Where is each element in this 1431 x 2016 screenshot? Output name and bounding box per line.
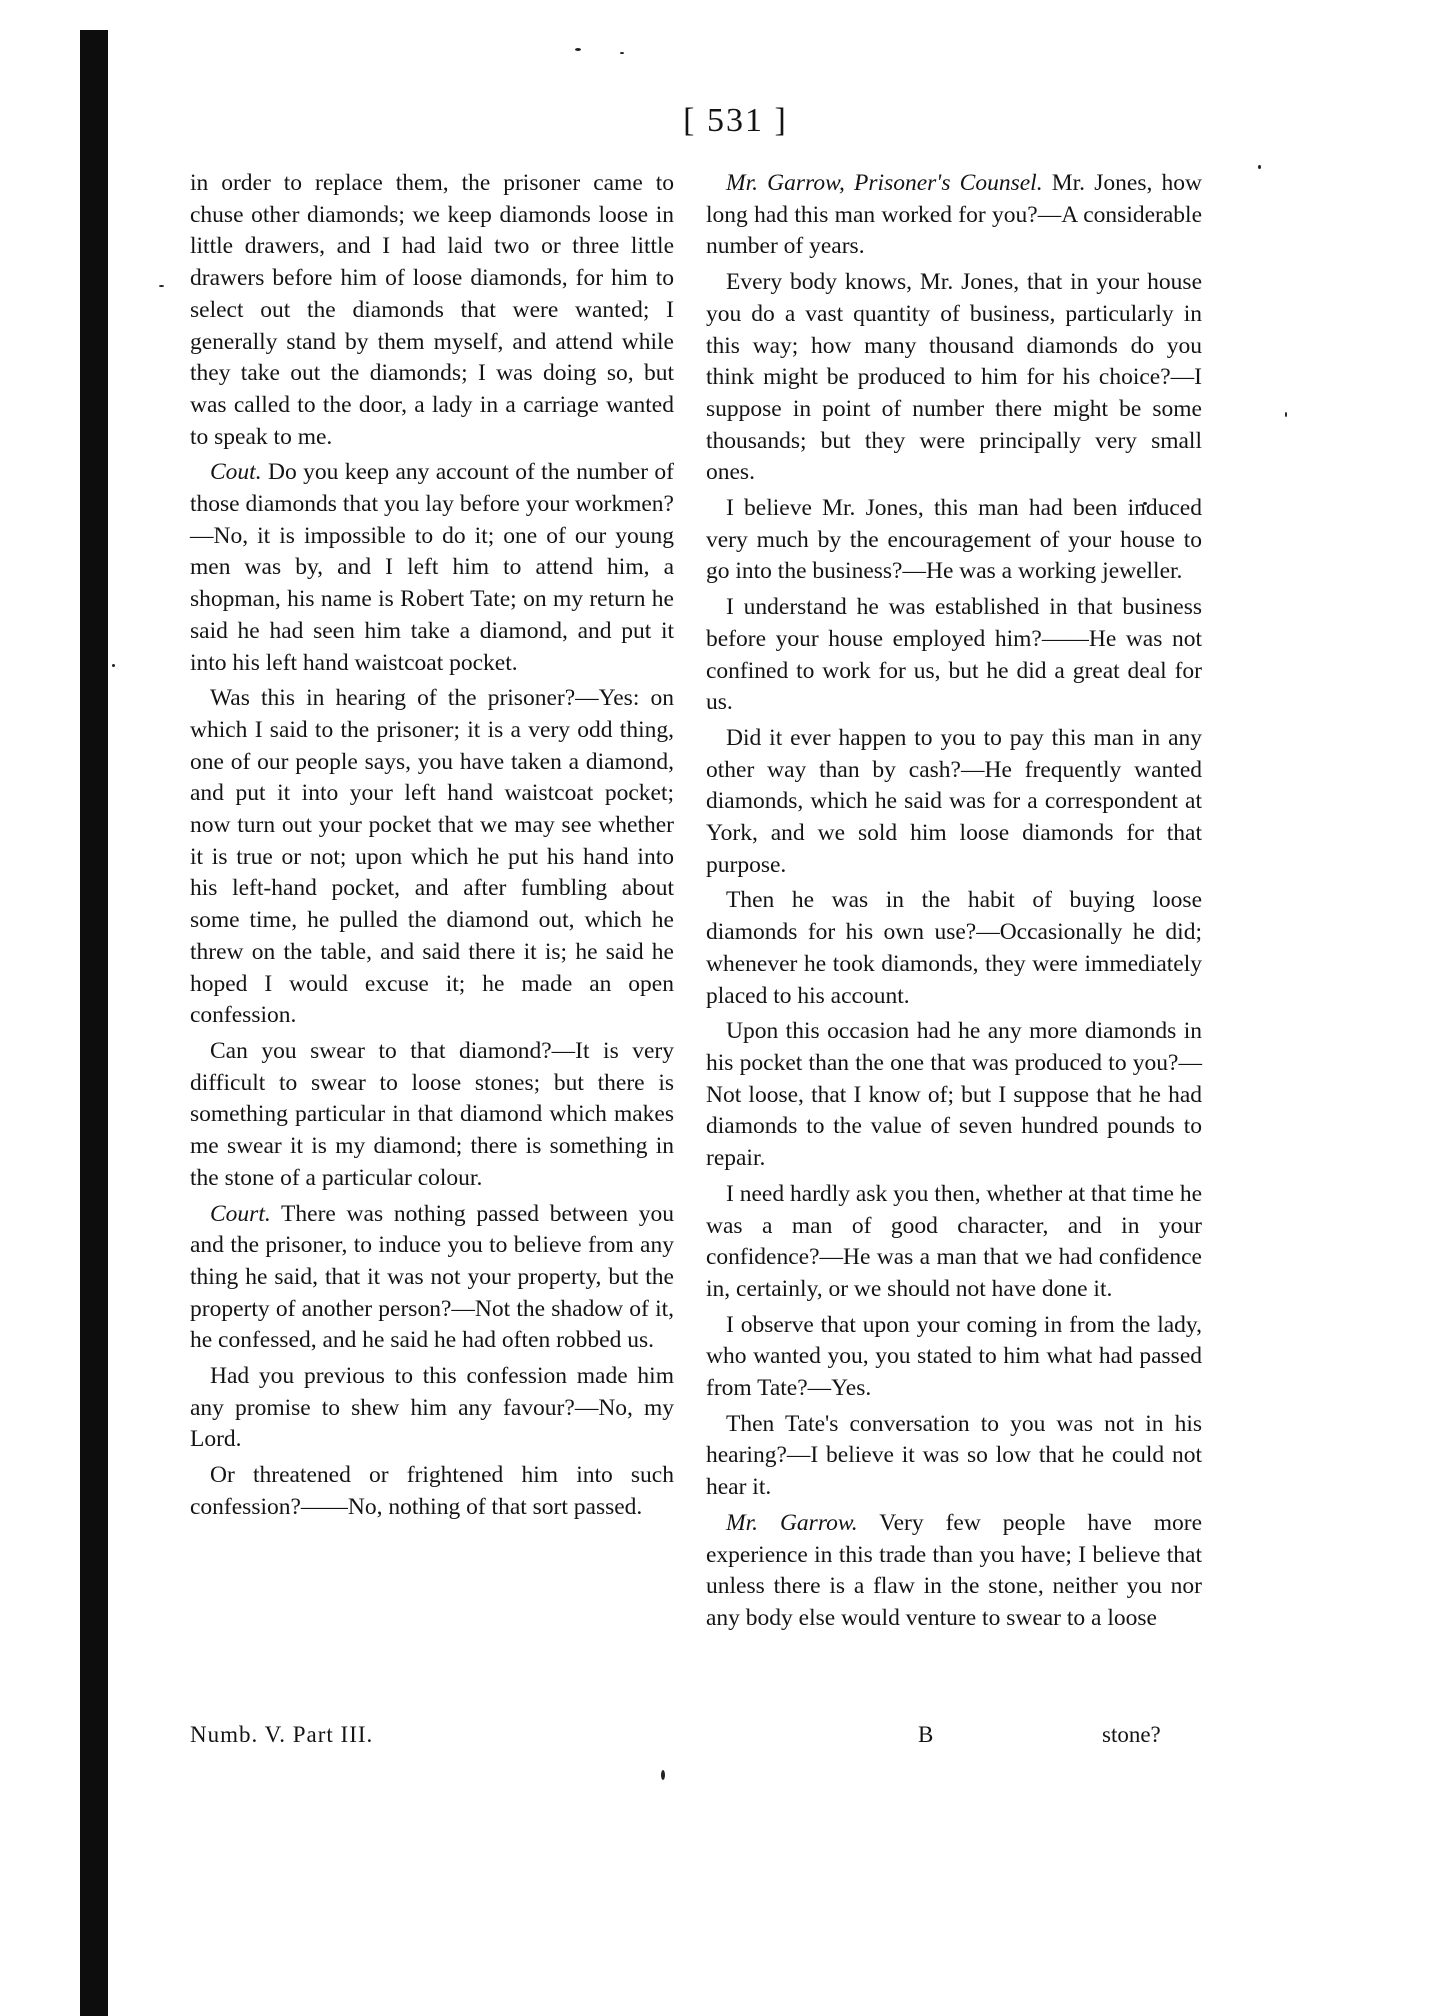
paragraph: Then Tate's conversation to you was not in his hearing?—I believe it was so low that he could not hear it. [706, 1410, 1202, 1501]
paragraph: Mr. Garrow. Very few people have more experience in this trade than you have; I believe that unless there is a flaw in the stone, neither you nor any body else would venture to swear to a loose [706, 1509, 1203, 1631]
paragraph: Court. There was nothing passed between you and the prisoner, to induce you to believe from any thing he said, that it was not your property, but the property of another person?—Not the shadow of it, he confessed, and he said he had often robbed us. [190, 1200, 674, 1354]
page-number: [ 531 ] [683, 102, 788, 139]
paragraph: Can you swear to that diamond?—It is very difficult to swear to loose stones; but there is something particular in that diamond which makes me swear it is my diamond; there is something in the stone of a particular colour. [190, 1037, 674, 1191]
ink-speck [661, 1770, 665, 1780]
paragraph: Was this in hearing of the prisoner?—Yes: on which I said to the prisoner; it is a very odd thing, one of our people says, you have taken a diamond, and put it into your left hand waistcoat pocket; now turn out your pocket that we may see whether it is true or not; upon which he put his hand into his left-hand pocket, and after fumbling about some time, he pulled the diamond out, which he threw on the table, and said there it is; he said he hoped I would excuse it; he made an open confession. [190, 685, 674, 1029]
signature-mark: B [918, 1722, 934, 1747]
paragraph: Did it ever happen to you to pay this man in any other way than by cash?—He frequently wanted diamonds, which he said was for a correspondent at York, and we sold him loose diamonds for that purpose. [706, 724, 1202, 878]
paragraph: I believe Mr. Jones, this man had been induced very much by the encouragement of your house to go into the business?—He was a working jeweller. [706, 495, 1202, 585]
paragraph: Cout. Do you keep any account of the number of those diamonds that you lay before your workmen?—No, it is impossible to do it; one of our young men was by, and I left him to attend him, a shopman, his name is Robert Tate; on my return he said he had seen him take a diamond, and put it into his left hand waistcoat pocket. [190, 459, 674, 676]
paragraph: in order to replace them, the prisoner came to chuse other diamonds; we keep diamonds loose in little drawers, and I had laid two or three little drawers before him of loose diamonds, for him to select out the diamonds that were wanted; I generally stand by them myself, and attend while they take out the diamonds; I was doing so, but was called to the door, a lady in a carriage wanted to speak to me. [190, 170, 674, 450]
speaker-label: Mr. Garrow, Prisoner's Counsel. [726, 170, 1043, 196]
paragraph: I need hardly ask you then, whether at that time he was a man of good character, and in your confidence?—He was a man that we had confidence in, certainly, or we should not have done it. [706, 1180, 1202, 1302]
paragraph: Every body knows, Mr. Jones, that in your house you do a vast quantity of business, particularly in this way; how many thousand diamonds do you think might be produced to him for his choice?—I suppose in point of number there might be some thousands; but they were principally very small ones. [706, 269, 1202, 486]
paragraph: Mr. Garrow, Prisoner's Counsel. Mr. Jones, how long had this man worked for you?—A considerable number of years. [706, 170, 1202, 260]
speaker-label: Mr. Garrow. [726, 1509, 858, 1536]
speaker-label: Cout. [210, 459, 262, 486]
binding-shadow [80, 30, 108, 2016]
signature-line: Numb. V. Part III. [190, 1722, 374, 1747]
paragraph: Had you previous to this confession made him any promise to shew him any favour?—No, my Lord. [190, 1363, 674, 1453]
catchword: stone? [1102, 1722, 1161, 1747]
paragraph: Or threatened or frightened him into such confession?——No, nothing of that sort passed. [190, 1462, 674, 1520]
paragraph: Upon this occasion had he any more diamonds in his pocket than the one that was produced to you?—Not loose, that I know of; but I suppose that he had diamonds to the value of seven hundred pounds to repair. [706, 1018, 1202, 1172]
ink-speck [1258, 165, 1261, 169]
ink-speck [575, 48, 581, 51]
ink-speck [1285, 412, 1287, 417]
ink-speck [112, 664, 115, 667]
paragraph: Then he was in the habit of buying loose diamonds for his own use?—Occasionally he did; whenever he took diamonds, they were immediately placed to his account. [706, 887, 1202, 1009]
left-column [190, 168, 674, 1528]
paragraph: I understand he was established in that business before your house employed him?——He was not confined to work for us, but he did a great deal for us. [706, 594, 1202, 716]
speaker-label: Court. [210, 1200, 271, 1227]
right-column [706, 168, 1202, 1639]
ink-speck [159, 285, 164, 287]
ink-speck [620, 52, 624, 54]
paragraph: I observe that upon your coming in from the lady, who wanted you, you stated to him what had passed from Tate?—Yes. [706, 1311, 1202, 1402]
